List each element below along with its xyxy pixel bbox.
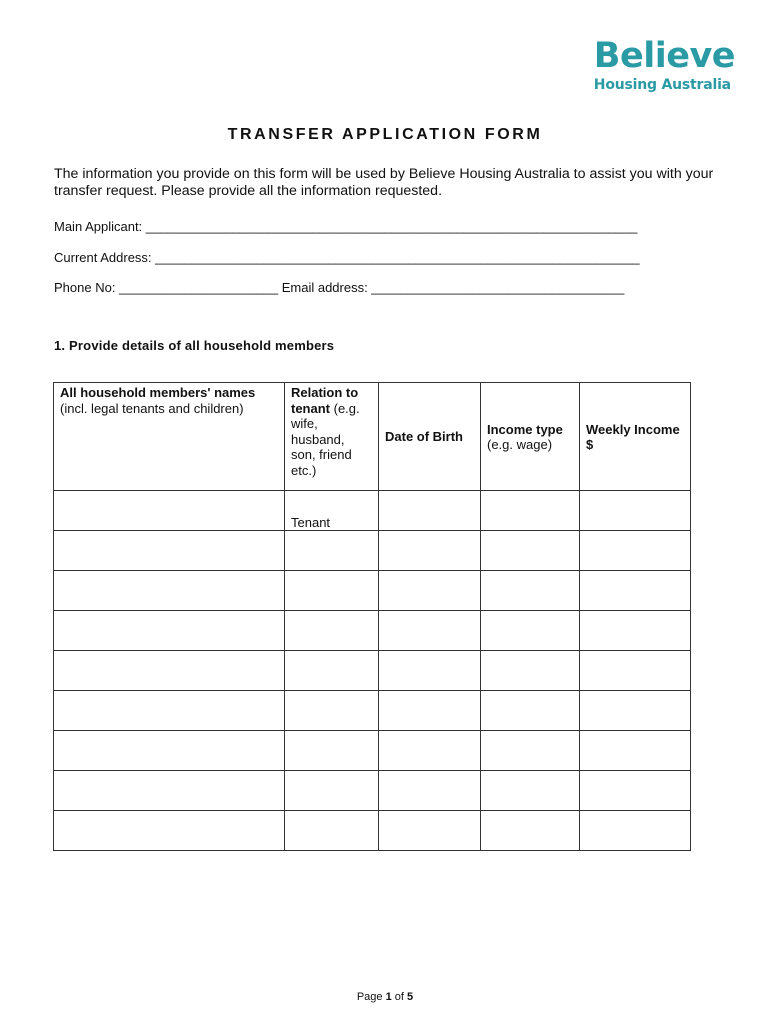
header-relation — [285, 383, 379, 491]
phone-field[interactable]: Phone No: ______________________ — [54, 280, 279, 295]
phone-email-line — [54, 280, 624, 295]
member-name-cell[interactable] — [54, 731, 285, 771]
member-name-cell[interactable] — [54, 691, 285, 731]
income-type-cell[interactable] — [481, 691, 580, 731]
member-name-cell[interactable] — [54, 611, 285, 651]
header-income-type — [481, 383, 580, 491]
relation-cell[interactable] — [285, 531, 379, 571]
weekly-income-cell[interactable] — [580, 491, 691, 531]
table-row — [54, 811, 691, 851]
email-field[interactable]: Email address: ___________________________________ — [278, 280, 625, 295]
footer-of: of — [391, 991, 408, 1003]
believe-logo — [594, 38, 735, 94]
relation-cell[interactable] — [285, 771, 379, 811]
table-row — [54, 571, 691, 611]
logo-main-text: Believe — [593, 36, 735, 76]
weekly-income-cell[interactable] — [580, 531, 691, 571]
weekly-income-cell[interactable] — [580, 691, 691, 731]
weekly-income-cell[interactable] — [580, 811, 691, 851]
relation-cell[interactable] — [285, 811, 379, 851]
member-name-cell[interactable] — [54, 651, 285, 691]
relation-cell[interactable] — [285, 611, 379, 651]
member-name-cell[interactable] — [54, 491, 285, 531]
header-names — [54, 383, 285, 491]
household-members-table — [53, 382, 691, 851]
footer-prefix: Page — [356, 991, 386, 1003]
header-names-note: (incl. legal tenants and children) — [60, 400, 244, 416]
weekly-income-cell[interactable] — [580, 771, 691, 811]
dob-cell[interactable] — [379, 611, 481, 651]
header-income-type-title: Income type — [487, 421, 563, 437]
header-income-type-note: (e.g. wage) — [487, 436, 553, 452]
footer-total-pages: 5 — [407, 991, 414, 1003]
member-name-cell[interactable] — [54, 811, 285, 851]
intro-paragraph: The information you provide on this form will be used by Believe Housing Australia to assist you with your transfer request. Please provide all the information requested. — [54, 166, 714, 199]
header-weekly-income: Weekly Income $ — [580, 383, 691, 491]
current-address-field[interactable]: Current Address: ___________________________________________________________________ — [54, 250, 640, 265]
dob-cell[interactable] — [379, 651, 481, 691]
header-names-title: All household members' names — [60, 385, 256, 400]
income-type-cell[interactable] — [481, 731, 580, 771]
table-row — [54, 491, 691, 531]
income-type-cell[interactable] — [481, 771, 580, 811]
header-relation-title: Relation to tenant — [291, 385, 359, 416]
relation-cell[interactable] — [285, 731, 379, 771]
income-type-cell[interactable] — [481, 811, 580, 851]
dob-cell[interactable] — [379, 731, 481, 771]
table-row — [54, 691, 691, 731]
header-dob: Date of Birth — [379, 383, 481, 491]
page-footer — [0, 991, 770, 1003]
income-type-cell[interactable] — [481, 491, 580, 531]
member-name-cell[interactable] — [54, 571, 285, 611]
table-header-row — [54, 383, 691, 491]
income-type-cell[interactable] — [481, 571, 580, 611]
relation-cell[interactable] — [285, 691, 379, 731]
main-applicant-field[interactable]: Main Applicant: ____________________________________________________________________ — [54, 219, 638, 234]
dob-cell[interactable] — [379, 531, 481, 571]
income-type-cell[interactable] — [481, 651, 580, 691]
weekly-income-cell[interactable] — [580, 571, 691, 611]
weekly-income-cell[interactable] — [580, 651, 691, 691]
header-relation-note: (e.g. wife, husband, son, friend etc.) — [291, 400, 360, 478]
dob-cell[interactable] — [379, 491, 481, 531]
weekly-income-cell[interactable] — [580, 611, 691, 651]
dob-cell[interactable] — [379, 811, 481, 851]
table-row — [54, 651, 691, 691]
income-type-cell[interactable] — [481, 611, 580, 651]
relation-cell[interactable]: Tenant — [285, 491, 379, 531]
dob-cell[interactable] — [379, 691, 481, 731]
section-1-heading: 1. Provide details of all household members — [54, 338, 335, 353]
logo-sub-text: Housing Australia — [593, 77, 731, 93]
income-type-cell[interactable] — [481, 531, 580, 571]
weekly-income-cell[interactable] — [580, 731, 691, 771]
footer-current-page: 1 — [385, 991, 392, 1003]
form-title: TRANSFER APPLICATION FORM — [227, 126, 543, 143]
dob-cell[interactable] — [379, 571, 481, 611]
table-row — [54, 731, 691, 771]
member-name-cell[interactable] — [54, 771, 285, 811]
member-name-cell[interactable] — [54, 531, 285, 571]
table-row — [54, 771, 691, 811]
dob-cell[interactable] — [379, 771, 481, 811]
relation-cell[interactable] — [285, 571, 379, 611]
table-row — [54, 531, 691, 571]
table-row — [54, 611, 691, 651]
relation-cell[interactable] — [285, 651, 379, 691]
